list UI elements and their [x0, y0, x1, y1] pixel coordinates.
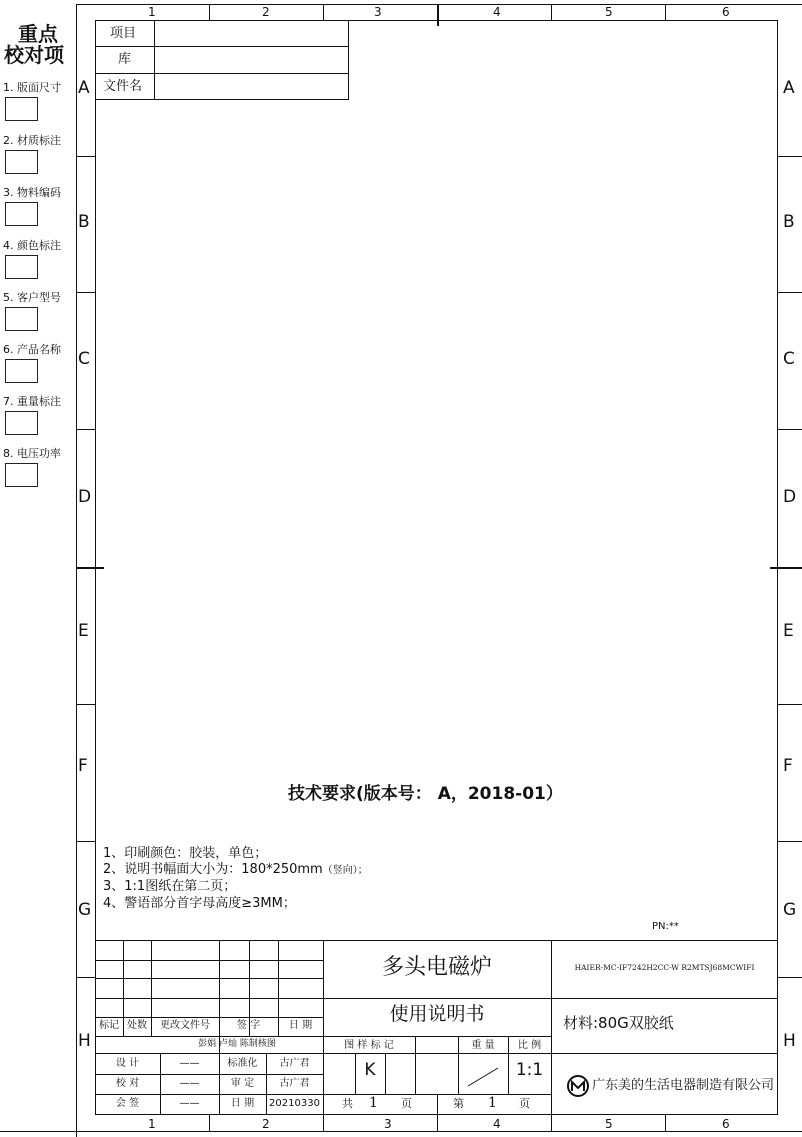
row-tick-right-4: [770, 567, 802, 569]
col-tick-bottom-2: [323, 1115, 324, 1131]
row-label-left-f: F: [78, 756, 88, 776]
checklist-item-2: 2. 材质标注: [3, 134, 61, 147]
col-label-bottom-2: 2: [262, 1117, 270, 1131]
col-label-top-5: 5: [605, 5, 613, 19]
requirement-line-2: [103, 863, 368, 876]
checklist-checkbox-1[interactable]: [5, 97, 38, 121]
mid-h-2: [323, 1036, 551, 1037]
row-tick-left-3: [76, 429, 95, 430]
outer-left-line: [76, 4, 77, 1137]
row-tick-right-1: [778, 156, 802, 157]
col-label-bottom-1: 1: [148, 1117, 156, 1131]
row-label-right-d: D: [783, 487, 797, 507]
col-tick-bottom-1: [209, 1115, 210, 1131]
row-label-right-b: B: [783, 212, 795, 232]
row-label-right-h: H: [783, 1031, 796, 1051]
checklist-checkbox-2[interactable]: [5, 150, 38, 174]
pattern-value: K: [364, 1060, 376, 1080]
checklist-item-6: 6. 产品名称: [3, 343, 61, 356]
row-label-left-h: H: [78, 1031, 91, 1051]
doc-type: 使用说明书: [389, 1003, 485, 1025]
requirements-title: 技术要求(版本号： A，2018-01）: [288, 784, 563, 804]
rev-names: 彭娟 卢灿 陈制核图: [198, 1039, 276, 1049]
approve-label: 审 定: [230, 1078, 255, 1089]
approve-name: 古广君: [279, 1078, 310, 1089]
total-page-unit: 页: [401, 1097, 412, 1110]
mid-h-3: [323, 1053, 551, 1054]
header-table-divider-h1: [95, 46, 349, 47]
rev-h-6: [95, 1053, 323, 1054]
row-tick-right-3: [778, 429, 802, 430]
scale-label: 比 例: [517, 1040, 542, 1051]
midea-logo-icon: [566, 1075, 590, 1097]
row-tick-left-4: [76, 567, 104, 569]
rev-h-7: [95, 1074, 323, 1075]
rev-header-count: 处数: [127, 1020, 147, 1031]
mid-h-1: [323, 998, 551, 999]
checklist-checkbox-5[interactable]: [5, 307, 38, 331]
mid-v-5: [385, 1053, 386, 1094]
requirement-line-4: 4、警语部分首字母高度≥3MM；: [103, 896, 296, 911]
row-label-right-g: G: [783, 900, 797, 920]
total-label: 共: [342, 1097, 353, 1110]
date-label: 日 期: [230, 1098, 255, 1109]
outer-bottom-line: [0, 1131, 802, 1132]
total-value: 1: [369, 1095, 378, 1111]
col-label-bottom-3: 3: [384, 1117, 392, 1131]
rev-h-3: [95, 998, 323, 999]
std-label: 标准化: [227, 1058, 258, 1069]
checklist-title-line2: 校对项: [4, 43, 64, 67]
project-label: 项目: [110, 26, 137, 41]
col-tick-top-4: [551, 4, 552, 20]
rev-header-docno: 更改文件号: [160, 1020, 210, 1031]
requirement-line-1: 1、印刷颜色：胶装，单色；: [103, 846, 268, 861]
pattern-label: 图 样 标 记: [344, 1040, 394, 1051]
row-tick-right-7: [778, 977, 802, 978]
checklist-checkbox-4[interactable]: [5, 255, 38, 279]
row-label-right-a: A: [783, 78, 795, 98]
col-label-top-1: 1: [148, 5, 156, 19]
company-name: 广东美的生活电器制造有限公司: [592, 1078, 775, 1093]
checklist-item-8: 8. 电压功率: [3, 447, 61, 460]
rev-header-mark: 标记: [99, 1020, 119, 1031]
model-number: HAIER-MC-IF7242H2CC-W R2MTSJ68MCWIFI: [574, 963, 755, 972]
countersign-label: 会 签: [115, 1098, 140, 1109]
sheet-label: 第: [453, 1097, 464, 1110]
check-label: 校 对: [115, 1078, 140, 1089]
right-h-2: [551, 1053, 778, 1054]
mid-v-1: [415, 1036, 416, 1094]
requirement-line-2-main: 2、说明书幅面大小为：180*250mm: [103, 862, 323, 877]
checklist-checkbox-7[interactable]: [5, 411, 38, 435]
row-label-left-b: B: [78, 212, 90, 232]
checklist-item-4: 4. 颜色标注: [3, 239, 61, 252]
design-dash: ——: [179, 1058, 200, 1069]
sheet-value: 1: [488, 1095, 497, 1111]
checklist-item-1: 1. 版面尺寸: [3, 81, 61, 94]
checklist-checkbox-6[interactable]: [5, 359, 38, 383]
col-label-bottom-6: 6: [722, 1117, 730, 1131]
requirement-line-3: 3、1:1图纸在第二页；: [103, 879, 237, 894]
rev-h-4: [95, 1017, 323, 1018]
weight-slash-mark: [458, 1053, 508, 1094]
header-table-divider-h2: [95, 73, 349, 74]
date-value: 20210330: [269, 1098, 320, 1109]
countersign-dash: ——: [179, 1098, 200, 1109]
row-tick-left-5: [76, 704, 95, 705]
outer-top-line: [76, 4, 802, 5]
rev-h-2: [95, 978, 323, 979]
row-label-left-c: C: [78, 349, 90, 369]
row-label-left-a: A: [78, 78, 90, 98]
row-tick-left-6: [76, 841, 95, 842]
requirement-line-2-note: （竖向）；: [322, 865, 368, 876]
row-label-left-e: E: [78, 621, 89, 641]
col-label-top-4: 4: [493, 5, 501, 19]
col-tick-top-3: [437, 4, 439, 26]
row-label-right-c: C: [783, 349, 795, 369]
checklist-title-line1: 重点: [18, 22, 58, 46]
checklist-checkbox-8[interactable]: [5, 463, 38, 487]
scale-value: 1:1: [515, 1060, 544, 1080]
col-tick-top-2: [323, 4, 324, 20]
std-name: 古广君: [279, 1058, 310, 1069]
checklist-item-3: 3. 物料编码: [3, 186, 61, 199]
row-tick-right-6: [778, 841, 802, 842]
col-label-bottom-4: 4: [493, 1117, 501, 1131]
row-tick-right-2: [778, 292, 802, 293]
weight-label: 重 量: [471, 1040, 495, 1051]
rev-h-5: [95, 1036, 323, 1037]
row-label-left-g: G: [78, 900, 92, 920]
row-tick-right-5: [778, 704, 802, 705]
row-label-right-f: F: [783, 756, 793, 776]
mid-v-6: [437, 1094, 438, 1115]
part-number: PN:**: [652, 921, 679, 932]
col-tick-bottom-4: [551, 1115, 552, 1131]
checklist-item-7: 7. 重量标注: [3, 395, 61, 408]
col-tick-top-5: [665, 4, 666, 20]
col-tick-bottom-3: [437, 1115, 438, 1131]
material-spec: 材料:80G双胶纸: [563, 1014, 674, 1032]
rev-header-sign: 签 字: [236, 1020, 261, 1031]
row-tick-left-2: [76, 292, 95, 293]
row-tick-left-1: [76, 156, 95, 157]
row-tick-left-7: [76, 977, 95, 978]
sheet-page-unit: 页: [519, 1097, 530, 1110]
check-dash: ——: [179, 1078, 200, 1089]
col-label-top-6: 6: [722, 5, 730, 19]
col-tick-bottom-5: [665, 1115, 666, 1131]
rev-header-date: 日 期: [288, 1020, 313, 1031]
col-label-top-2: 2: [262, 5, 270, 19]
design-label: 设 计: [115, 1058, 140, 1069]
rev-h-1: [95, 960, 323, 961]
filename-label: 文件名: [103, 79, 143, 94]
rev-h-8: [95, 1094, 323, 1095]
col-tick-top-1: [209, 4, 210, 20]
col-label-bottom-5: 5: [605, 1117, 613, 1131]
right-h-1: [551, 998, 778, 999]
header-table-divider-v: [154, 20, 155, 100]
library-label: 库: [118, 52, 132, 67]
checklist-item-5: 5. 客户型号: [3, 291, 61, 304]
col-label-top-3: 3: [374, 5, 382, 19]
row-label-left-d: D: [78, 487, 92, 507]
row-label-right-e: E: [783, 621, 794, 641]
product-name: 多头电磁炉: [381, 955, 492, 980]
checklist-checkbox-3[interactable]: [5, 202, 38, 226]
